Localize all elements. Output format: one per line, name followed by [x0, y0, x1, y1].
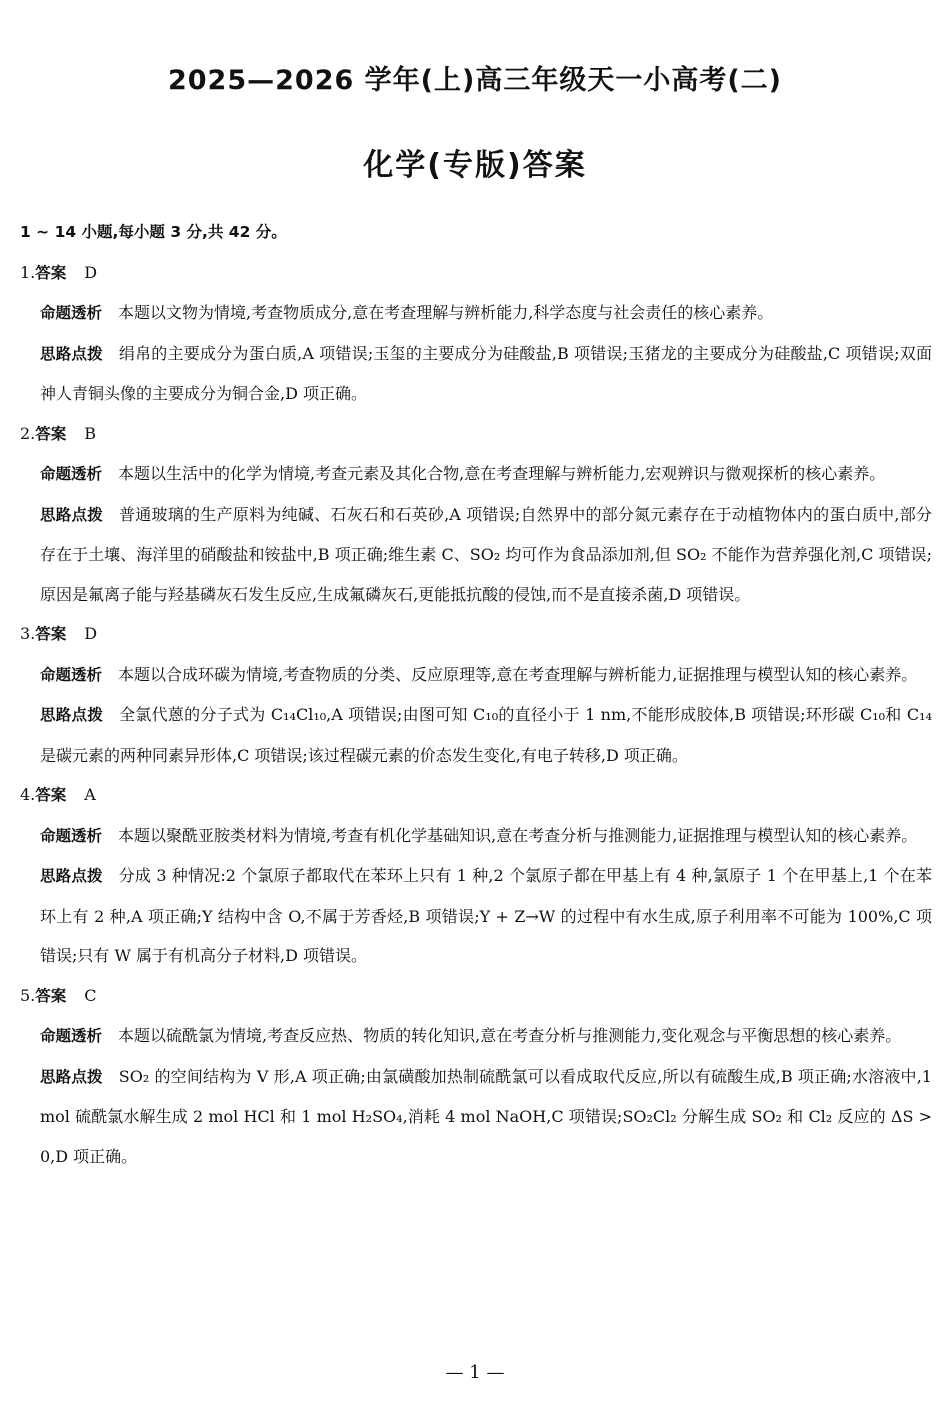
question-2-answer: 2.答案 B [20, 423, 97, 443]
answer-content [20, 212, 932, 1176]
document-title: 2025—2026 学年(上)高三年级天一小高考(二) [167, 65, 783, 96]
question-4-answer: 4.答案 A [20, 785, 96, 804]
question-1-answer: 1.答案 D [20, 262, 98, 282]
question-3-hint: 思路点拨 全氯代蒽的分子式为 C₁₄Cl₁₀,A 项错误;由图可知 C₁₀的直径小于 1 nm,不能形成胶体,B 项错误;环形碳 C₁₀和 C₁₄是碳元素的两种同素异形体,C 项错误;该过程碳元素的价态发生变化,有电子转移,D 项正确。 [40, 705, 932, 765]
question-5-answer: 5.答案 C [20, 985, 97, 1005]
question-3-answer: 3.答案 D [20, 624, 98, 643]
document-subtitle: 化学(专版)答案 [363, 148, 587, 183]
question-4-hint: 思路点拨 分成 3 种情况:2 个氯原子都取代在苯环上只有 1 种,2 个氯原子都在甲基上有 4 种,氯原子 1 个在甲基上,1 个在苯环上有 2 种,A 项正确;Y 结构中含 O,不属于芳香烃,B 项错误;Y + Z→W 的过程中有水生成,原子利用率不可能为 100%,C 项错误;只有 W 属于有机高分子材料,D 项错误。 [40, 866, 932, 965]
question-3-analysis: 命题透析 本题以合成环碳为情境,考查物质的分类、反应原理等,意在考查理解与辨析能力,证据推理与模型认知的核心素养。 [40, 664, 918, 684]
question-1-analysis: 命题透析 本题以文物为情境,考查物质成分,意在考查理解与辨析能力,科学态度与社会责任的核心素养。 [40, 303, 774, 322]
question-4-analysis: 命题透析 本题以聚酰亚胺类材料为情境,考查有机化学基础知识,意在考查分析与推测能力,证据推理与模型认知的核心素养。 [40, 825, 918, 845]
question-2-analysis: 命题透析 本题以生活中的化学为情境,考查元素及其化合物,意在考查理解与辨析能力,宏观辨识与微观探析的核心素养。 [40, 464, 886, 483]
page-number: — 1 — [445, 1362, 505, 1383]
question-5-analysis: 命题透析 本题以硫酰氯为情境,考查反应热、物质的转化知识,意在考查分析与推测能力,变化观念与平衡思想的核心素养。 [40, 1026, 902, 1045]
question-2-hint: 思路点拨 普通玻璃的生产原料为纯碱、石灰石和石英砂,A 项错误;自然界中的部分氮元素存在于动植物体内的蛋白质中,部分存在于土壤、海洋里的硝酸盐和铵盐中,B 项正确;维生素 C、SO₂ 均可作为食品添加剂,但 SO₂ 不能作为营养强化剂,C 项错误;原因是氟离子能与羟基磷灰石发生反应,生成氟磷灰石,更能抵抗酸的侵蚀,而不是直接杀菌,D 项错误。 [40, 504, 932, 604]
question-5-hint: 思路点拨 SO₂ 的空间结构为 V 形,A 项正确;由氯磺酸加热制硫酰氯可以看成取代反应,所以有硫酸生成,B 项正确;水溶液中,1 mol 硫酰氯水解生成 2 mol HCl 和 1 mol H₂SO₄,消耗 4 mol NaOH,C 项错误;SO₂Cl₂ 分解生成 SO₂ 和 Cl₂ 反应的 ΔS > 0,D 项正确。 [40, 1066, 932, 1166]
scoring-note: 1 ~ 14 小题,每小题 3 分,共 42 分。 [20, 223, 287, 241]
question-1-hint: 思路点拨 绢帛的主要成分为蛋白质,A 项错误;玉玺的主要成分为硅酸盐,B 项错误;玉猪龙的主要成分为硅酸盐,C 项错误;双面神人青铜头像的主要成分为铜合金,D 项正确。 [40, 343, 932, 403]
